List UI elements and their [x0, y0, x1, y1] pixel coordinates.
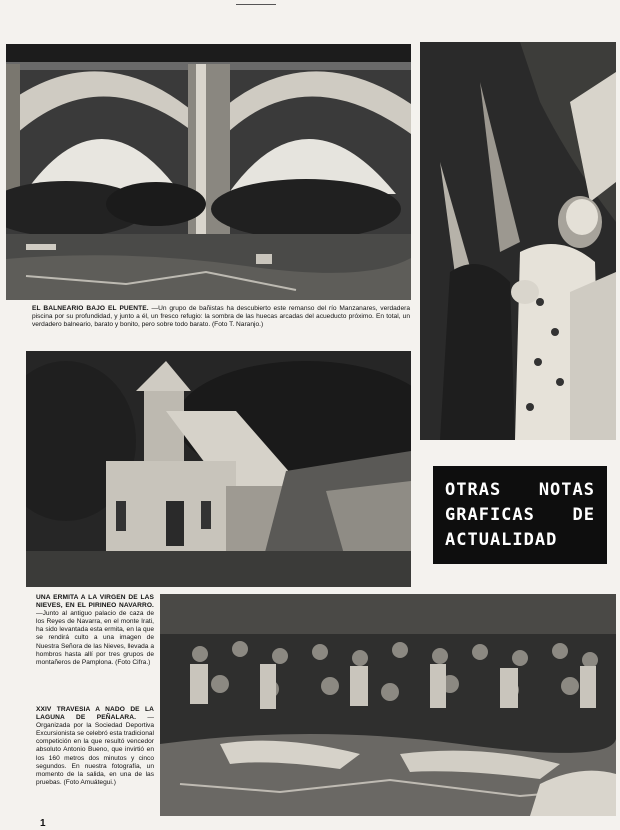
hermitage-caption-body: —Junto al antiguo palacio de caza de los Reyes de Navarra, en el monte Irati, ha sido levantada esta ermita, en la que se rendirá culto a una imagen de Nuestra Señora de las Nieves, llevada a hombros hasta allí por tres grupos de montañeros de Pamplona. (Foto Cifra.) — [36, 610, 154, 666]
bridge-photo — [6, 44, 411, 300]
banner-line-1: OTRAS NOTAS — [445, 479, 595, 500]
women-image — [420, 42, 616, 440]
bridge-caption — [32, 305, 410, 329]
section-banner — [433, 466, 607, 564]
bridge-caption-body: —Un grupo de bañistas ha descubierto este remanso del río Manzanares, verdadera piscina por su profundidad, y junto a él, un fresco refugio: la sombra de las huecas arcadas del acueducto próximo. En total, un verdadero balneario, barato y bonito, pero sobre todo barato. (Foto T. Naranjo.) — [32, 305, 410, 329]
lagoon-caption — [36, 706, 154, 787]
lagoon-image — [160, 594, 616, 816]
hermitage-caption — [36, 594, 154, 667]
hermitage-image — [26, 351, 411, 587]
banner-line-3: ACTUALIDAD — [445, 529, 558, 550]
bridge-caption-heading: EL BALNEARIO BAJO EL PUENTE. — [32, 305, 149, 312]
hermitage-photo — [26, 351, 411, 587]
bridge-image — [6, 44, 411, 300]
lagoon-caption-heading: XXIV TRAVESIA A NADO DE LA LAGUNA DE PEÑALARA. — [36, 706, 154, 722]
banner-line-2: GRAFICAS DE — [445, 504, 595, 525]
page-mark: 1 — [40, 818, 46, 829]
top-rule — [236, 4, 276, 5]
hermitage-caption-heading: UNA ERMITA A LA VIRGEN DE LAS NIEVES, EN EL PIRINEO NAVARRO. — [36, 594, 154, 610]
women-photo — [420, 42, 616, 440]
lagoon-caption-body: —Organizada por la Sociedad Deportiva Excursionista se celebró esta tradicional competición en la que resultó vencedor absoluto Antonio Bueno, que invirtió en los 160 metros dos minutos y cinco segundos. En nuestra fotografía, un momento de la salida, en una de las pruebas. (Foto Amuátegui.) — [36, 714, 154, 786]
lagoon-photo — [160, 594, 616, 816]
